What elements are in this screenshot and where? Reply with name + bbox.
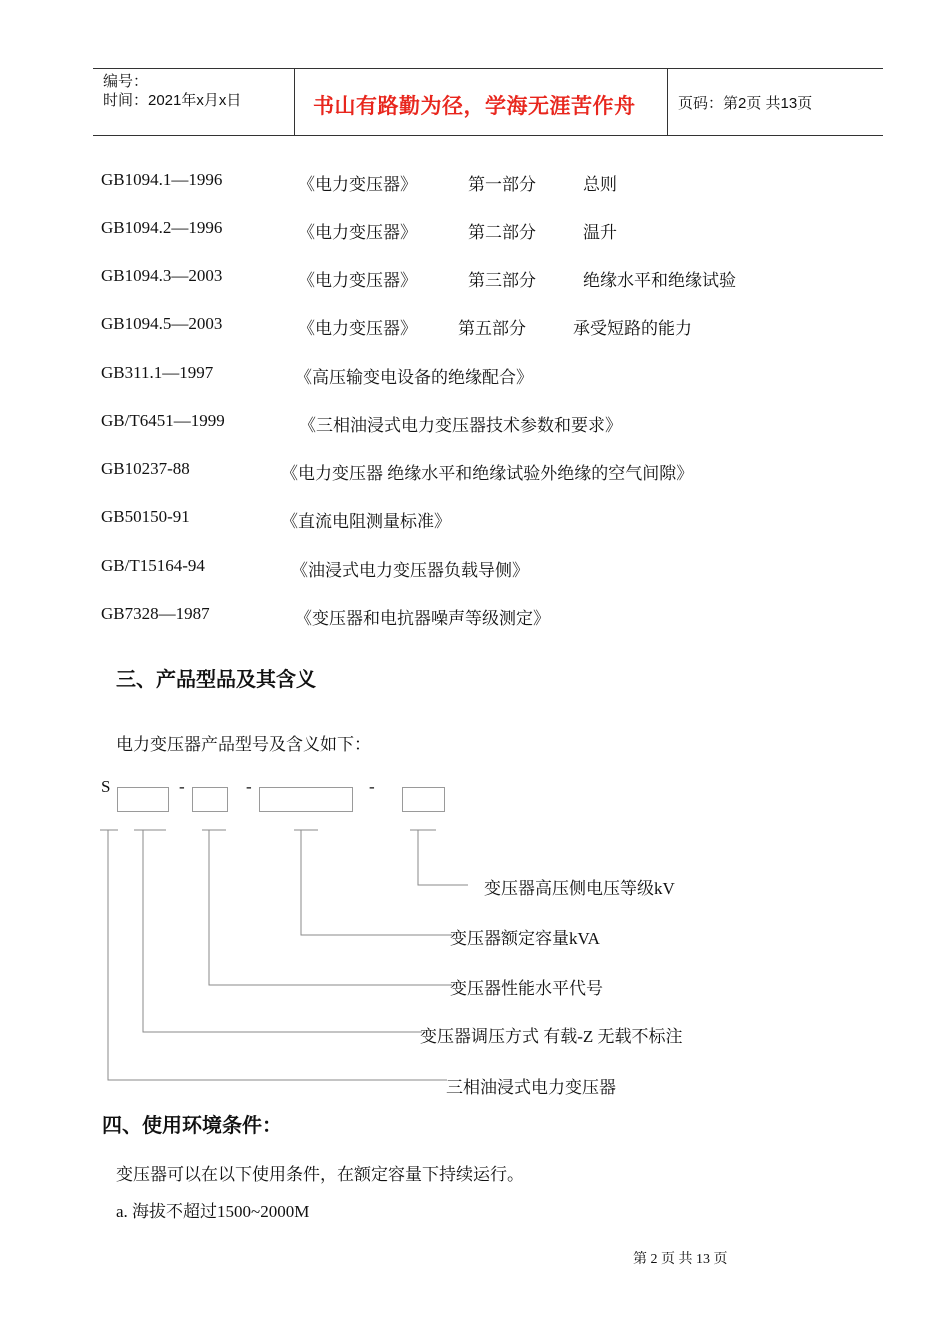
section3-heading: 三、产品型品及其含义 — [116, 669, 316, 691]
standard-title: 《高压输变电设备的绝缘配合》 — [295, 368, 533, 387]
standard-title: 《直流电阻测量标准》 — [281, 512, 451, 531]
standard-title: 《电力变压器》 — [298, 223, 417, 242]
standard-code: GB311.1—1997 — [101, 363, 214, 382]
standard-code: GB7328—1987 — [101, 604, 210, 623]
model-separator: - — [246, 777, 252, 796]
standard-title: 《电力变压器》 — [298, 175, 417, 194]
standard-subject: 绝缘水平和绝缘试验 — [583, 271, 736, 290]
standard-code: GB1094.3—2003 — [101, 266, 223, 285]
standard-part: 第一部分 — [468, 175, 536, 194]
header-code-label: 编号： — [103, 73, 149, 90]
standard-part: 第五部分 — [458, 319, 526, 338]
header-page-label: 页码：第2页 共13页 — [678, 95, 813, 112]
section4-item-a: a. 海拔不超过1500~2000M — [116, 1202, 310, 1221]
legend-regulation: 变压器调压方式 有载-Z 无载不标注 — [420, 1027, 683, 1046]
standard-code: GB/T6451—1999 — [101, 411, 225, 430]
model-separator: - — [369, 777, 375, 796]
standard-title: 《电力变压器》 — [298, 271, 417, 290]
standard-code: GB/T15164-94 — [101, 556, 205, 575]
section4-heading: 四、使用环境条件： — [102, 1115, 282, 1137]
standard-code: GB1094.2—1996 — [101, 218, 223, 237]
header-time-label: 时间：2021年x月x日 — [103, 92, 242, 109]
section4-intro: 变压器可以在以下使用条件，在额定容量下持续运行。 — [116, 1165, 524, 1184]
legend-capacity: 变压器额定容量kVA — [450, 929, 600, 948]
standard-code: GB1094.5—2003 — [101, 314, 223, 333]
standard-title: 《三相油浸式电力变压器技术参数和要求》 — [299, 416, 622, 435]
standard-code: GB10237-88 — [101, 459, 190, 478]
header-motto: 书山有路勤为径，学海无涯苦作舟 — [313, 95, 636, 118]
standard-code: GB1094.1—1996 — [101, 170, 223, 189]
legend-performance: 变压器性能水平代号 — [450, 979, 603, 998]
standard-subject: 温升 — [583, 223, 617, 242]
model-separator: - — [179, 777, 185, 796]
standard-subject: 总则 — [583, 175, 617, 194]
standard-title: 《油浸式电力变压器负载导侧》 — [291, 561, 529, 580]
standard-title: 《变压器和电抗器噪声等级测定》 — [295, 609, 550, 628]
legend-voltage: 变压器高压侧电压等级kV — [484, 879, 675, 898]
standard-title: 《电力变压器》 — [298, 319, 417, 338]
standard-part: 第三部分 — [468, 271, 536, 290]
standard-code: GB50150-91 — [101, 507, 190, 526]
page-footer: 第 2 页 共 13 页 — [633, 1252, 728, 1267]
standard-part: 第二部分 — [468, 223, 536, 242]
standard-title: 《电力变压器 绝缘水平和绝缘试验外绝缘的空气间隙》 — [281, 464, 694, 483]
model-prefix: S — [101, 777, 111, 796]
section3-intro: 电力变压器产品型号及含义如下： — [116, 735, 371, 754]
standard-subject: 承受短路的能力 — [573, 319, 692, 338]
legend-three-phase: 三相油浸式电力变压器 — [446, 1078, 616, 1097]
